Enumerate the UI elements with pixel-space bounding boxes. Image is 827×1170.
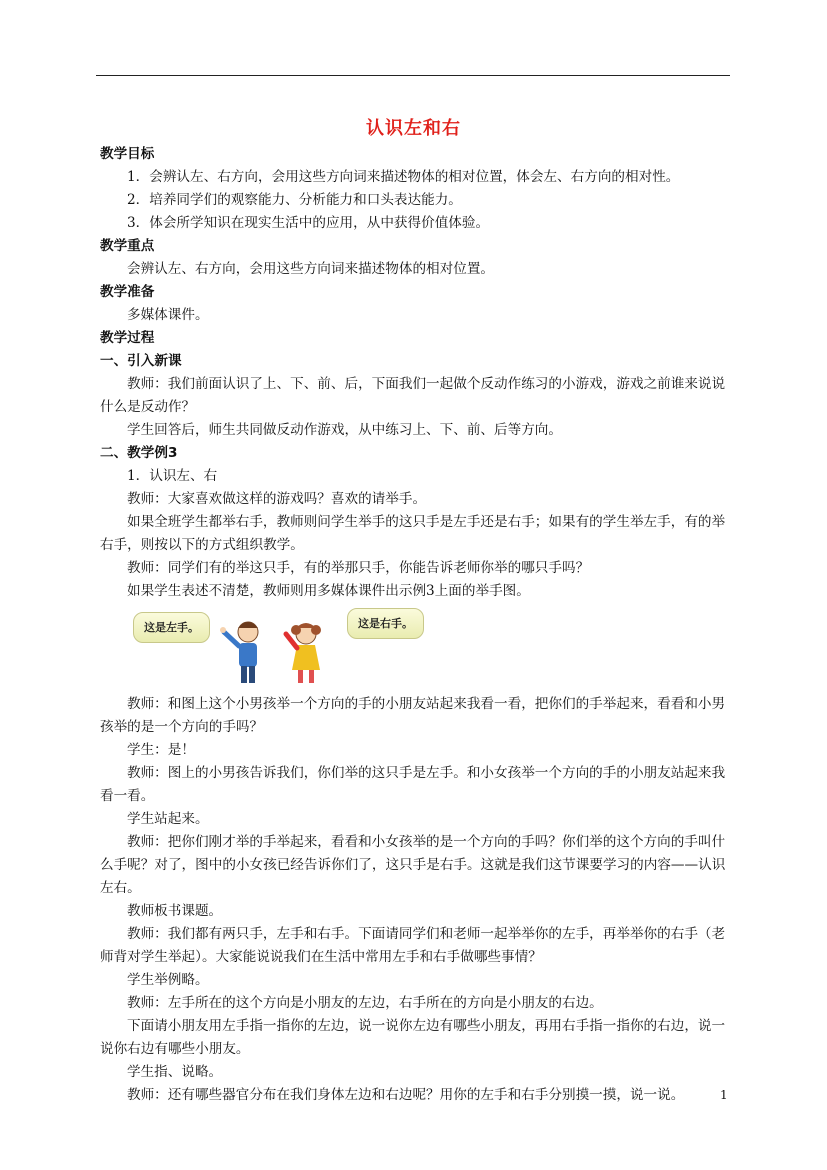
goal-heading: 教学目标 — [100, 146, 155, 162]
paragraph: 如果全班学生都举右手，教师则问学生举手的这只手是左手还是右手；如果有的学生举左手，有的举右手，则按以下的方式组织教学。 — [100, 514, 726, 553]
document-body — [100, 143, 730, 1107]
speech-bubble-left: 这是左手。 — [133, 612, 210, 643]
key-heading: 教学重点 — [100, 238, 155, 254]
girl-icon — [286, 623, 321, 683]
children-figure-icon — [100, 608, 430, 686]
process-heading: 教学过程 — [100, 330, 155, 346]
paragraph: 学生指、说略。 — [127, 1064, 223, 1080]
header-rule — [96, 75, 730, 76]
hand-raising-illustration — [100, 608, 730, 686]
paragraph: 教师：大家喜欢做这样的游戏吗？喜欢的请举手。 — [127, 491, 427, 507]
boy-icon — [220, 622, 258, 683]
paragraph: 教师：和图上这个小男孩举一个方向的手的小朋友站起来我看一看，把你们的手举起来，看看和小男孩举的是一个方向的手吗？ — [100, 696, 726, 735]
page-number: 1 — [720, 1088, 728, 1102]
paragraph: 下面请小朋友用左手指一指你的左边，说一说你左边有哪些小朋友，再用右手指一指你的右边，说一说你右边有哪些小朋友。 — [100, 1018, 726, 1057]
prep-heading: 教学准备 — [100, 284, 155, 300]
key-text: 会辨认左、右方向，会用这些方向词来描述物体的相对位置。 — [127, 261, 495, 277]
paragraph: 学生站起来。 — [127, 811, 209, 827]
prep-text: 多媒体课件。 — [127, 307, 209, 323]
paragraph: 教师板书课题。 — [127, 903, 223, 919]
goal-item: 3．体会所学知识在现实生活中的应用，从中获得价值体验。 — [127, 215, 490, 231]
paragraph: 教师：左手所在的这个方向是小朋友的左边，右手所在的方向是小朋友的右边。 — [127, 995, 603, 1011]
speech-bubble-right: 这是右手。 — [347, 608, 424, 639]
goal-item: 1．会辨认左、右方向，会用这些方向词来描述物体的相对位置，体会左、右方向的相对性。 — [127, 169, 680, 185]
paragraph: 学生回答后，师生共同做反动作游戏，从中练习上、下、前、后等方向。 — [127, 422, 562, 438]
paragraph: 教师：我们前面认识了上、下、前、后，下面我们一起做个反动作练习的小游戏，游戏之前谁来说说什么是反动作？ — [100, 376, 726, 415]
paragraph: 学生：是！ — [127, 742, 195, 758]
goal-item: 2．培养同学们的观察能力、分析能力和口头表达能力。 — [127, 192, 462, 208]
part1-heading: 一、引入新课 — [100, 353, 182, 369]
paragraph: 教师：图上的小男孩告诉我们，你们举的这只手是左手。和小女孩举一个方向的手的小朋友站起来我看一看。 — [100, 765, 726, 804]
part2-heading: 二、教学例3 — [100, 445, 178, 461]
paragraph: 教师：还有哪些器官分布在我们身体左边和右边呢？用你的左手和右手分别摸一摸，说一说。 — [127, 1087, 685, 1103]
paragraph: 如果学生表述不清楚，教师则用多媒体课件出示例3上面的举手图。 — [127, 583, 530, 599]
paragraph: 1．认识左、右 — [127, 468, 218, 484]
paragraph: 教师：我们都有两只手，左手和右手。下面请同学们和老师一起举举你的左手，再举举你的右手（老师背对学生举起）。大家能说说我们在生活中常用左手和右手做哪些事情？ — [100, 926, 726, 965]
paragraph: 教师：同学们有的举这只手，有的举那只手，你能告诉老师你举的哪只手吗？ — [127, 560, 590, 576]
page-title: 认识左和右 — [366, 118, 461, 139]
paragraph: 学生举例略。 — [127, 972, 209, 988]
paragraph: 教师：把你们刚才举的手举起来，看看和小女孩举的是一个方向的手吗？你们举的这个方向的手叫什么手呢？对了，图中的小女孩已经告诉你们了，这只手是右手。这就是我们这节课要学习的内容——认识左右。 — [100, 834, 726, 896]
